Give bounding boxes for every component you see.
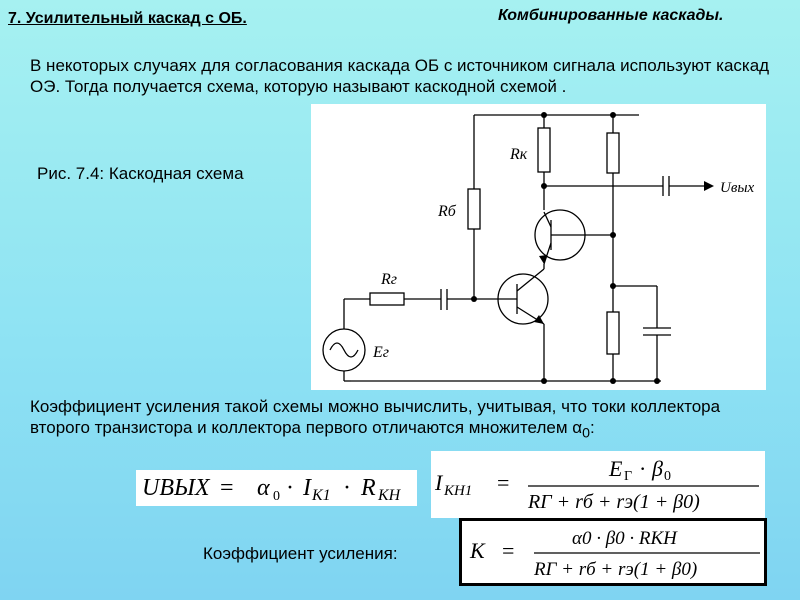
f1-lhs: UВЫХ [142,475,210,501]
f2-den: RГ + rб + rэ(1 + β0) [528,491,700,513]
f1-r: R [361,475,376,501]
cascode-circuit-diagram [311,104,766,390]
coefficient-text: Коэффициент усиления такой схемы можно вычислить, учитывая, что токи коллектора второго транзистора и коллектора первого отличаются множителем α [30,397,721,437]
f3-lhs: K [470,538,485,563]
f1-dot2: · [343,475,351,501]
f2-num-beta: β [652,456,663,481]
slide-topic: Комбинированные каскады. [498,7,724,24]
f1-r-sub: КН [378,487,401,504]
f2-num-beta-sub: 0 [664,469,671,484]
f3-eq: = [502,538,515,563]
formula-gain-k [459,518,767,586]
intro-paragraph: В некоторых случаях для согласования каскада ОБ с источником сигнала используют каскад ОЭ. Тогда получается схема, которую называют каскодной схемой . [30,56,770,96]
f3-num: α0 · β0 · RКН [572,528,677,549]
label-rk: Rк [510,146,528,163]
label-rg: Rг [381,271,398,288]
coefficient-sub: 0 [582,425,590,442]
f3-den: RГ + rб + rэ(1 + β0) [534,559,698,580]
f2-num-e-sub: Г [624,469,633,484]
figure-caption: Рис. 7.4: Каскодная схема [37,164,244,183]
formula-ik [431,451,765,518]
coefficient-end: : [589,418,595,437]
f2-num-e: E [609,456,623,481]
formula-uout [136,470,417,506]
f1-dot1: · [286,475,294,501]
f1-i-sub: К1 [312,487,331,504]
f2-eq: = [497,470,510,495]
circuit-svg [311,104,766,390]
label-rb: Rб [438,203,456,220]
f2-lhs-sub: КН1 [444,483,473,499]
f2-num-dot: · [639,456,647,481]
f1-alpha: α [257,475,270,501]
label-uout: Uвых [720,180,755,196]
f1-i: I [303,475,311,501]
f1-eq: = [220,475,234,501]
gain-label: Коэффициент усиления: [203,544,398,563]
f2-lhs: I [435,470,443,495]
label-eg: Eг [373,344,390,361]
slide-heading: 7. Усилительный каскад с ОБ. [8,10,247,27]
f1-alpha-sub: 0 [273,489,280,504]
coefficient-paragraph [30,396,780,444]
